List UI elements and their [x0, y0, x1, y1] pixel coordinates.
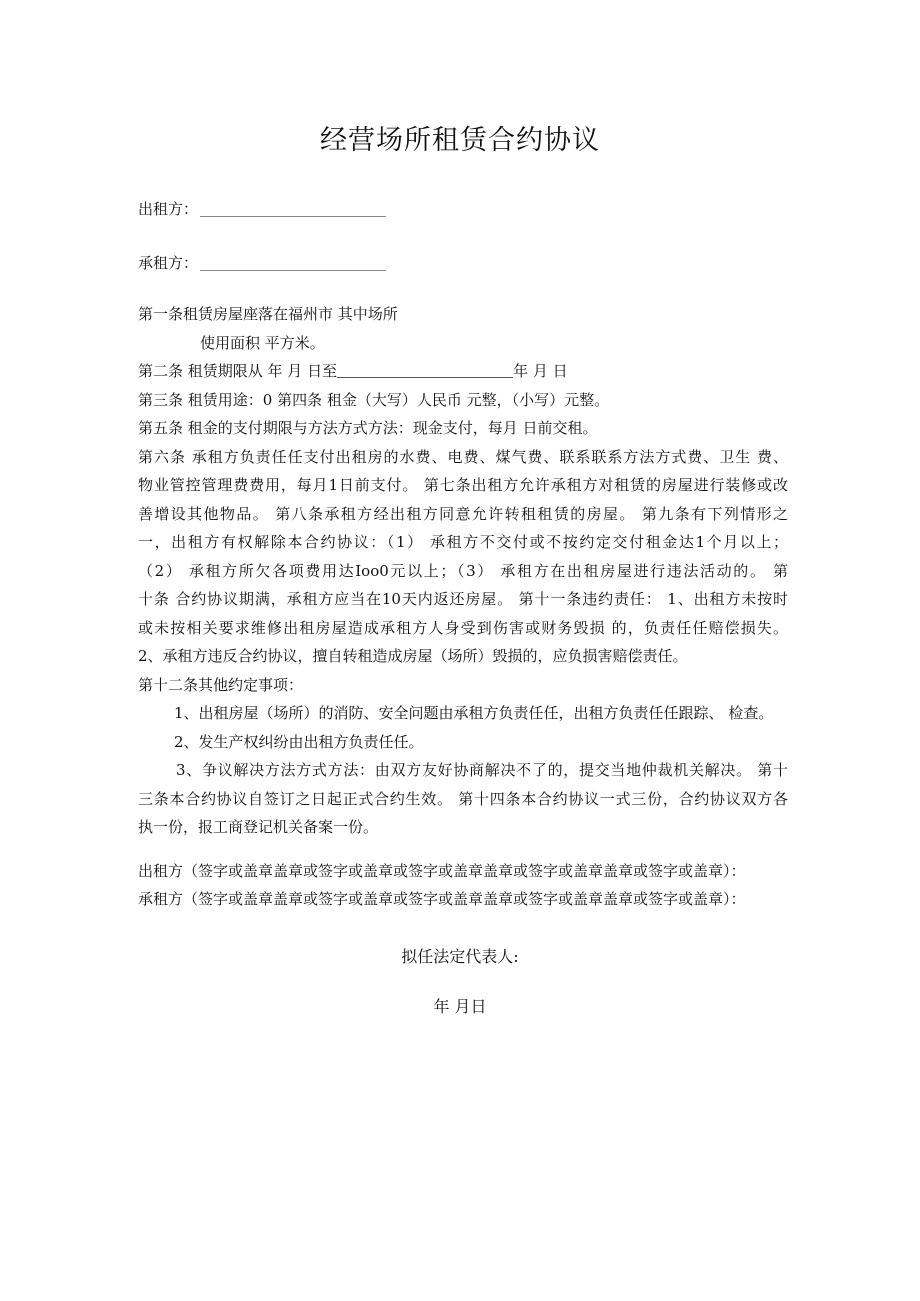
- date-line: 年 月日: [433, 997, 487, 1016]
- paragraph-line: 第六条 承租方负责任任支付出租房的水费、电费、煤气费、联系联系方法方式费、卫生 费、: [138, 447, 788, 466]
- article-12-item-2: 2、发生产权纠纷由出租方负责任任。: [174, 732, 424, 751]
- article-3-4: 第三条 租赁用途：0 第四条 租金（大写）人民币 元整，（小写）元整。: [138, 390, 610, 409]
- lessor-label: 出租方：: [138, 200, 199, 218]
- paragraph-line: 物业管控管理费费用，每月1日前支付。 第七条出租方允许承租方对租赁的房屋进行装修或改: [138, 476, 788, 494]
- document-title: 经营场所租赁合约协议: [320, 125, 600, 156]
- article-1-line-2: 使用面积 平方米。: [200, 333, 325, 352]
- article-12-item-1: 1、出租房屋（场所）的消防、安全问题由承租方负责任任，出租方负责任任跟踪、 检查。: [174, 704, 774, 722]
- lessor-signature-line: 出租方（签字或盖章盖章或签字或盖章或签字或盖章盖章或签字或盖章盖章或签字或盖章）：: [138, 862, 746, 880]
- paragraph-line: （2） 承租方所欠各项费用达Ioo0元以上；（3） 承租方在出租房屋进行违法活动的。 第: [138, 561, 788, 580]
- lessor-field: [138, 198, 386, 219]
- lessee-field: [138, 252, 386, 273]
- lessee-blank-line: [200, 270, 386, 271]
- paragraph-line: 执一份，报工商登记机关备案一份。: [138, 818, 379, 836]
- paragraph-line: 或未按相关要求维修出租房屋造成承租方人身受到伤害或财务毁损 的，负责任任赔偿损失。: [138, 618, 788, 637]
- paragraph-line: 十条 合约协议期满，承租方应当在10天内返还房屋。 第十一条违约责任： 1、出租方未按时: [138, 590, 788, 608]
- legal-representative-label: 拟任法定代表人:: [401, 947, 519, 966]
- paragraph-line: 2、承租方违反合约协议，擅自转租造成房屋（场所）毁损的，应负损害赔偿责任。: [138, 647, 688, 665]
- contract-body: [138, 300, 788, 842]
- lessee-label: 承租方：: [138, 254, 199, 272]
- lessor-blank-line: [200, 216, 386, 217]
- article-2-start: 第二条 租赁期限从 年 月 日至: [138, 362, 338, 380]
- article-2: [138, 357, 788, 386]
- lessee-signature-line: 承租方（签字或盖章盖章或签字或盖章或签字或盖章盖章或签字或盖章盖章或签字或盖章）：: [138, 890, 746, 908]
- article-12-item-3: 3、争议解决方法方式方法：由双方友好协商解决不了的，提交当地仲裁机关解决。 第十: [176, 761, 788, 779]
- article-2-blank: [337, 377, 513, 378]
- paragraph-line: 一，出租方有权解除本合约协议：（1） 承租方不交付或不按约定交付租金达1个月以上；: [138, 533, 788, 551]
- paragraph-line: 三条本合约协议自签订之日起正式合约生效。 第十四条本合约协议一式三份，合约协议双方各: [138, 789, 788, 808]
- article-12-heading: 第十二条其他约定事项：: [138, 675, 304, 694]
- article-2-end: 年 月 日: [513, 362, 568, 380]
- paragraph-line: 善增设其他物品。 第八条承租方经出租方同意允许转租租赁的房屋。 第九条有下列情形之: [138, 504, 788, 523]
- article-1-line-1: 第一条租赁房屋座落在福州市 其中场所: [138, 305, 398, 323]
- article-5: 第五条 租金的支付期限与方法方式方法：现金支付，每月 日前交租。: [138, 419, 598, 437]
